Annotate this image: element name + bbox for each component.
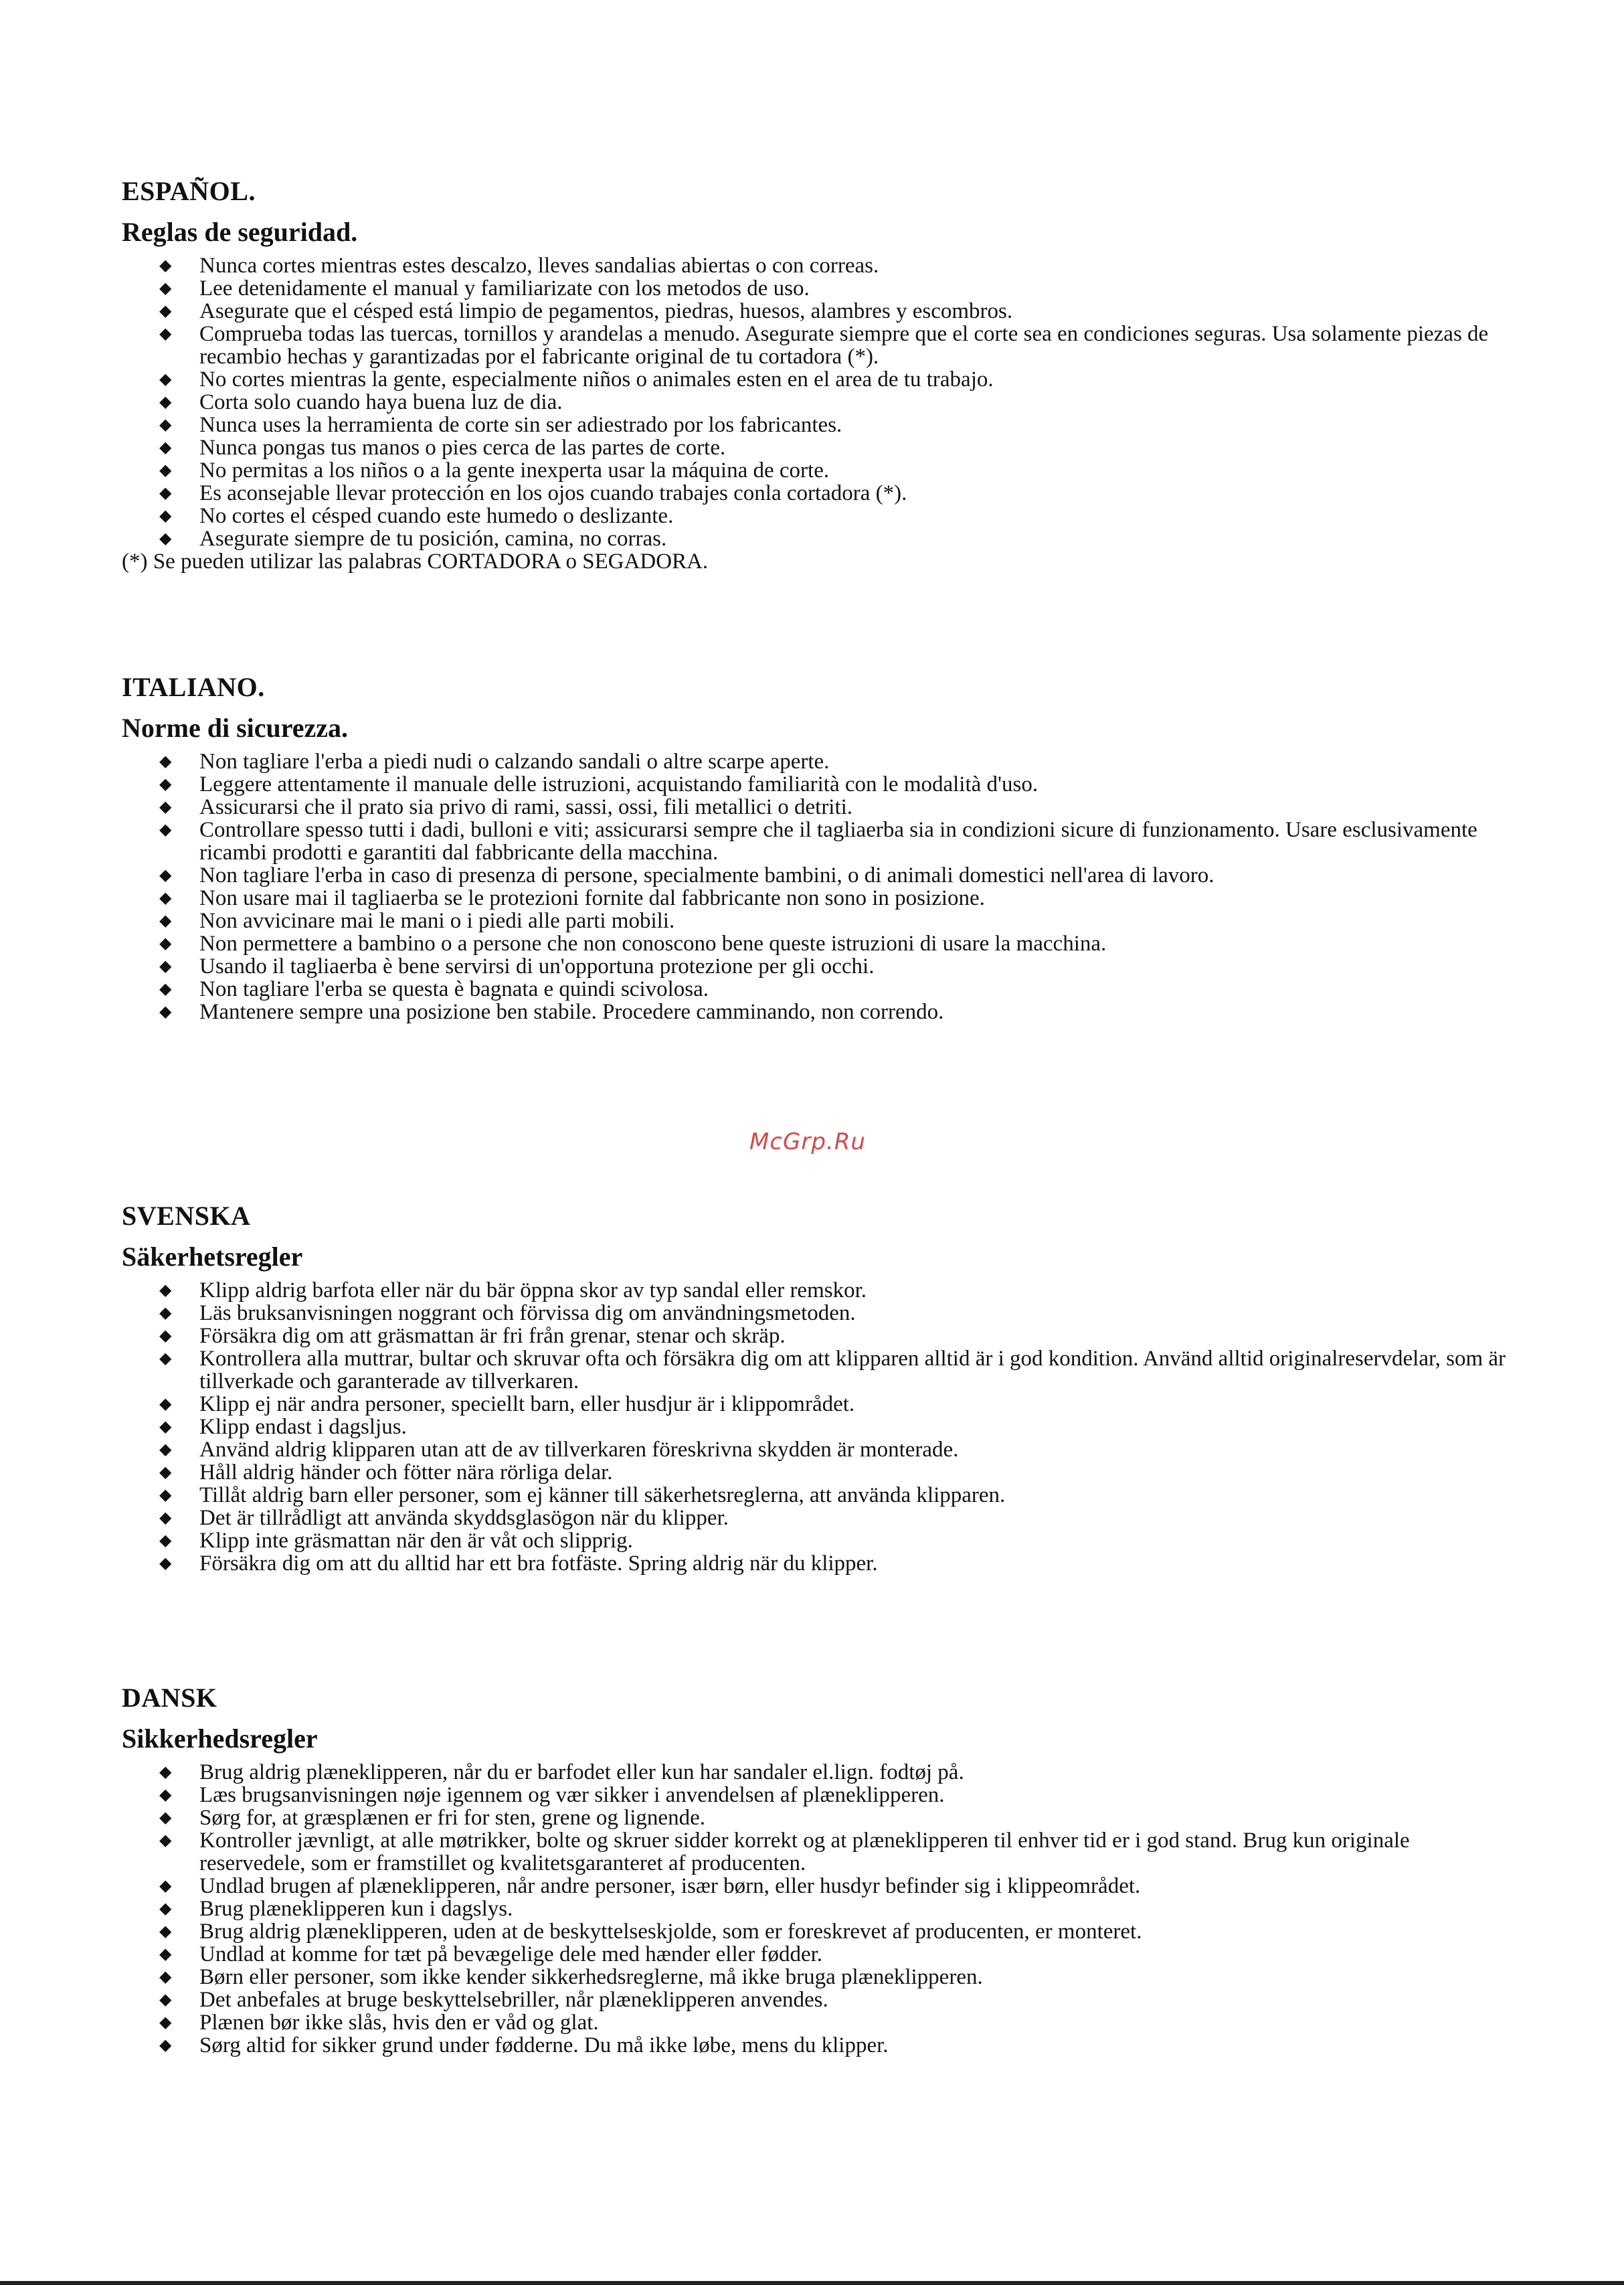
- bullet-icon: ◆: [159, 325, 172, 343]
- list-item: [159, 1920, 1514, 1944]
- list-item: [159, 322, 1514, 369]
- list-item: [159, 413, 1514, 437]
- bullet-icon: ◆: [159, 1991, 172, 2009]
- bullet-icon: ◆: [159, 1464, 172, 1481]
- bullet-icon: ◆: [159, 912, 172, 930]
- bullet-icon: ◆: [159, 2037, 172, 2054]
- list-item: [159, 1438, 1514, 1462]
- list-item: [159, 458, 1514, 483]
- language-heading: ITALIANO.: [122, 672, 265, 702]
- list-item: [159, 795, 1514, 819]
- list-item-text: Försäkra dig om att gräsmattan är fri från grenar, stenar och skräp.: [199, 1324, 786, 1348]
- list-item-text: Klipp ej när andra personer, speciellt barn, eller husdjur är i klippområdet.: [199, 1392, 855, 1416]
- language-heading: SVENSKA: [122, 1201, 251, 1231]
- list-item: [159, 2011, 1514, 2035]
- list-item: [159, 299, 1514, 323]
- list-item-text: Læs brugsanvisningen nøje igennem og vær sikker i anvendelsen af plæneklipperen.: [199, 1783, 945, 1807]
- bullet-icon: ◆: [159, 303, 172, 320]
- section-title: Sikkerhedsregler: [122, 1723, 318, 1754]
- rules-list: [122, 1761, 1514, 2057]
- list-item-text: Det anbefales at bruge beskyttelsebriller, når plæneklipperen anvendes.: [199, 1988, 828, 2012]
- list-item: [159, 772, 1514, 796]
- list-item-text: Non tagliare l'erba in caso di presenza di persone, specialmente bambini, o di animali domestici nell'area di lavoro.: [199, 863, 1214, 887]
- list-item: [159, 1347, 1514, 1393]
- list-item: [159, 954, 1514, 979]
- list-item-text: Leggere attentamente il manuale delle istruzioni, acquistando familiarità con le modalità d'uso.: [199, 772, 1039, 796]
- footnote: (*) Se pueden utilizar las palabras CORTADORA o SEGADORA.: [122, 549, 709, 574]
- section-title: Reglas de seguridad.: [122, 217, 358, 247]
- list-item-text: Läs bruksanvisningen noggrant och förvissa dig om användningsmetoden.: [199, 1301, 856, 1325]
- list-item-text: Klipp endast i dagsljus.: [199, 1415, 407, 1439]
- bullet-icon: ◆: [159, 867, 172, 884]
- list-item-text: Assicurarsi che il prato sia privo di rami, sassi, ossi, fili metallici o detriti.: [199, 795, 853, 819]
- list-item: [159, 1897, 1514, 1921]
- list-item: [159, 1483, 1514, 1507]
- list-item-text: Lee detenidamente el manual y familiarizate con los metodos de uso.: [199, 276, 810, 301]
- list-item-text: Försäkra dig om att du alltid har ett bra fotfäste. Spring aldrig när du klipper.: [199, 1551, 878, 1576]
- bullet-icon: ◆: [159, 958, 172, 975]
- list-item-text: Asegurate que el césped está limpio de pegamentos, piedras, huesos, alambres y escombros.: [199, 299, 1013, 323]
- bullet-icon: ◆: [159, 257, 172, 274]
- list-item-text: Non avvicinare mai le mani o i piedi alle parti mobili.: [199, 909, 675, 933]
- bullet-icon: ◆: [159, 1786, 172, 1804]
- list-item: [159, 1460, 1514, 1485]
- bullet-icon: ◆: [159, 1003, 172, 1021]
- list-item-text: Sørg for, at græsplænen er fri for sten, grene og lignende.: [199, 1806, 705, 1830]
- bullet-icon: ◆: [159, 394, 172, 411]
- list-item-text: Es aconsejable llevar protección en los ojos cuando trabajes conla cortadora (*).: [199, 481, 907, 505]
- bullet-icon: ◆: [159, 507, 172, 525]
- list-item-text: Använd aldrig klipparen utan att de av tillverkaren föreskrivna skydden är monterade.: [199, 1438, 959, 1462]
- list-item-text: Tillåt aldrig barn eller personer, som ej känner till säkerhetsreglerna, att använda klipparen.: [199, 1483, 1006, 1507]
- list-item-text: Nunca cortes mientras estes descalzo, lleves sandalias abiertas o con correas.: [199, 254, 879, 278]
- bullet-icon: ◆: [159, 821, 172, 839]
- list-item: [159, 254, 1514, 278]
- list-item-text: Non permettere a bambino o a persone che non conoscono bene queste istruzioni di usare la macchina.: [199, 932, 1107, 956]
- bullet-icon: ◆: [159, 1532, 172, 1549]
- bullet-icon: ◆: [159, 776, 172, 793]
- list-item: [159, 1278, 1514, 1302]
- list-item: [159, 977, 1514, 1001]
- bullet-icon: ◆: [159, 1764, 172, 1781]
- section-dansk: [122, 1682, 1514, 2057]
- list-item: [159, 276, 1514, 301]
- list-item-text: Comprueba todas las tuercas, tornillos y arandelas a menudo. Asegurate siempre que el corte sea en condiciones seguras. Usa solamente piezas de recambio hechas y garantizadas por el fabricante original de tu cortadora (*).: [199, 322, 1489, 369]
- list-item-text: Mantenere sempre una posizione ben stabile. Procedere camminando, non correndo.: [199, 1000, 944, 1024]
- list-item-text: Brug aldrig plæneklipperen, når du er barfodet eller kun har sandaler el.lign. fodtøj på.: [199, 1760, 964, 1784]
- language-heading: DANSK: [122, 1683, 217, 1713]
- list-item-text: Nunca uses la herramienta de corte sin ser adiestrado por los fabricantes.: [199, 413, 842, 437]
- bullet-icon: ◆: [159, 1350, 172, 1367]
- list-item-text: Non tagliare l'erba a piedi nudi o calzando sandali o altre scarpe aperte.: [199, 750, 830, 774]
- bullet-icon: ◆: [159, 890, 172, 907]
- bullet-icon: ◆: [159, 439, 172, 456]
- bullet-icon: ◆: [159, 462, 172, 479]
- list-item: [159, 1506, 1514, 1530]
- list-item-text: Nunca pongas tus manos o pies cerca de las partes de corte.: [199, 436, 726, 460]
- list-item-text: No permitas a los niños o a la gente inexperta usar la máquina de corte.: [199, 458, 830, 483]
- list-item: [159, 1965, 1514, 1989]
- list-item-text: Kontroller jævnligt, at alle møtrikker, bolte og skruer sidder korrekt og at plæneklipperen til enhver tid er i god stand. Brug kun originale reservedele, som er framstillet og kvalitetsgaranteret af producenten.: [199, 1829, 1410, 1875]
- list-item-text: Asegurate siempre de tu posición, camina, no corras.: [199, 527, 667, 551]
- bullet-icon: ◆: [159, 1304, 172, 1322]
- bullet-icon: ◆: [159, 935, 172, 952]
- bullet-icon: ◆: [159, 1395, 172, 1413]
- bullet-icon: ◆: [159, 1487, 172, 1504]
- bullet-icon: ◆: [159, 2014, 172, 2031]
- list-item-text: Corta solo cuando haya buena luz de dia.: [199, 390, 563, 414]
- bullet-icon: ◆: [159, 1832, 172, 1849]
- list-item: [159, 909, 1514, 933]
- list-item-text: No cortes mientras la gente, especialmente niños o animales esten en el area de tu trabajo.: [199, 367, 994, 392]
- section-svenska: [122, 1200, 1514, 1575]
- list-item-text: Non tagliare l'erba se questa è bagnata e quindi scivolosa.: [199, 977, 709, 1001]
- list-item: [159, 2033, 1514, 2057]
- list-item-text: Børn eller personer, som ikke kender sikkerhedsreglerne, må ikke bruga plæneklipperen.: [199, 1965, 983, 1989]
- page-edge-line: [0, 2281, 1624, 2285]
- list-item: [159, 1806, 1514, 1830]
- bullet-icon: ◆: [159, 1555, 172, 1572]
- bullet-icon: ◆: [159, 280, 172, 297]
- list-item-text: Plænen bør ikke slås, hvis den er våd og glat.: [199, 2011, 599, 2035]
- list-item-text: Det är tillrådligt att använda skyddsglasögon när du klipper.: [199, 1506, 729, 1530]
- bullet-icon: ◆: [159, 753, 172, 770]
- bullet-icon: ◆: [159, 1923, 172, 1940]
- bullet-icon: ◆: [159, 371, 172, 388]
- list-item: [159, 1301, 1514, 1325]
- list-item-text: Brug plæneklipperen kun i dagslys.: [199, 1897, 513, 1921]
- list-item: [159, 1000, 1514, 1024]
- list-item: [159, 886, 1514, 910]
- list-item: [159, 932, 1514, 956]
- list-item: [159, 750, 1514, 774]
- list-item: [159, 1324, 1514, 1348]
- list-item-text: Undlad at komme for tæt på bevægelige dele med hænder eller fødder.: [199, 1942, 823, 1966]
- bullet-icon: ◆: [159, 1809, 172, 1827]
- list-item: [159, 1783, 1514, 1807]
- bullet-icon: ◆: [159, 798, 172, 816]
- list-item-text: Controllare spesso tutti i dadi, bulloni e viti; assicurarsi sempre che il tagliaerba sia in condizioni sicure di funzionamento. Usare esclusivamente ricambi prodotti e garantiti dal fabbricante della macchina.: [199, 818, 1477, 865]
- list-item-text: Non usare mai il tagliaerba se le protezioni fornite dal fabbricante non sono in posizione.: [199, 886, 985, 910]
- list-item: [159, 818, 1514, 865]
- bullet-icon: ◆: [159, 1418, 172, 1436]
- list-item-text: Klipp inte gräsmattan när den är våt och slipprig.: [199, 1529, 633, 1553]
- language-heading: ESPAÑOL.: [122, 176, 256, 206]
- list-item-text: Kontrollera alla muttrar, bultar och skruvar ofta och försäkra dig om att klipparen alltid är i god kondition. Använd alltid originalreservdelar, som är tillverkade och garanterade av tillverkaren.: [199, 1347, 1506, 1393]
- list-item: [159, 390, 1514, 414]
- rules-list: [122, 1279, 1514, 1575]
- list-item: [159, 1942, 1514, 1966]
- list-item: [159, 863, 1514, 887]
- list-item-text: Håll aldrig händer och fötter nära rörliga delar.: [199, 1460, 613, 1485]
- list-item: [159, 1829, 1514, 1875]
- bullet-icon: ◆: [159, 1946, 172, 1963]
- bullet-icon: ◆: [159, 1900, 172, 1918]
- list-item-text: Usando il tagliaerba è bene servirsi di un'opportuna protezione per gli occhi.: [199, 954, 875, 979]
- list-item: [159, 1874, 1514, 1898]
- bullet-icon: ◆: [159, 1282, 172, 1299]
- bullet-icon: ◆: [159, 416, 172, 434]
- list-item: [159, 504, 1514, 528]
- bullet-icon: ◆: [159, 485, 172, 502]
- bullet-icon: ◆: [159, 530, 172, 547]
- list-item: [159, 527, 1514, 551]
- bullet-icon: ◆: [159, 981, 172, 998]
- list-item-text: Brug aldrig plæneklipperen, uden at de beskyttelseskjolde, som er foreskrevet af producenten, er monteret.: [199, 1920, 1142, 1944]
- rules-list: [122, 254, 1514, 550]
- list-item: [159, 481, 1514, 505]
- bullet-icon: ◆: [159, 1877, 172, 1895]
- list-item-text: Undlad brugen af plæneklipperen, når andre personer, især børn, eller husdyr befinder sig i klippeområdet.: [199, 1874, 1141, 1898]
- list-item: [159, 367, 1514, 392]
- list-item: [159, 1529, 1514, 1553]
- bullet-icon: ◆: [159, 1327, 172, 1345]
- bullet-icon: ◆: [159, 1968, 172, 1986]
- list-item: [159, 1551, 1514, 1576]
- list-item: [159, 1415, 1514, 1439]
- section-title: Norme di sicurezza.: [122, 713, 349, 743]
- list-item: [159, 1988, 1514, 2012]
- rules-list: [122, 750, 1514, 1023]
- list-item-text: Klipp aldrig barfota eller när du bär öppna skor av typ sandal eller remskor.: [199, 1278, 867, 1302]
- list-item-text: Sørg altid for sikker grund under fødderne. Du må ikke løbe, mens du klipper.: [199, 2033, 889, 2057]
- bullet-icon: ◆: [159, 1441, 172, 1458]
- list-item: [159, 1392, 1514, 1416]
- bullet-icon: ◆: [159, 1509, 172, 1527]
- list-item: [159, 436, 1514, 460]
- section-title: Säkerhetsregler: [122, 1242, 303, 1272]
- watermark: McGrp.Ru: [749, 1128, 866, 1155]
- list-item-text: No cortes el césped cuando este humedo o deslizante.: [199, 504, 674, 528]
- section-espanol: [122, 175, 1514, 573]
- list-item: [159, 1760, 1514, 1784]
- section-italiano: [122, 671, 1514, 1023]
